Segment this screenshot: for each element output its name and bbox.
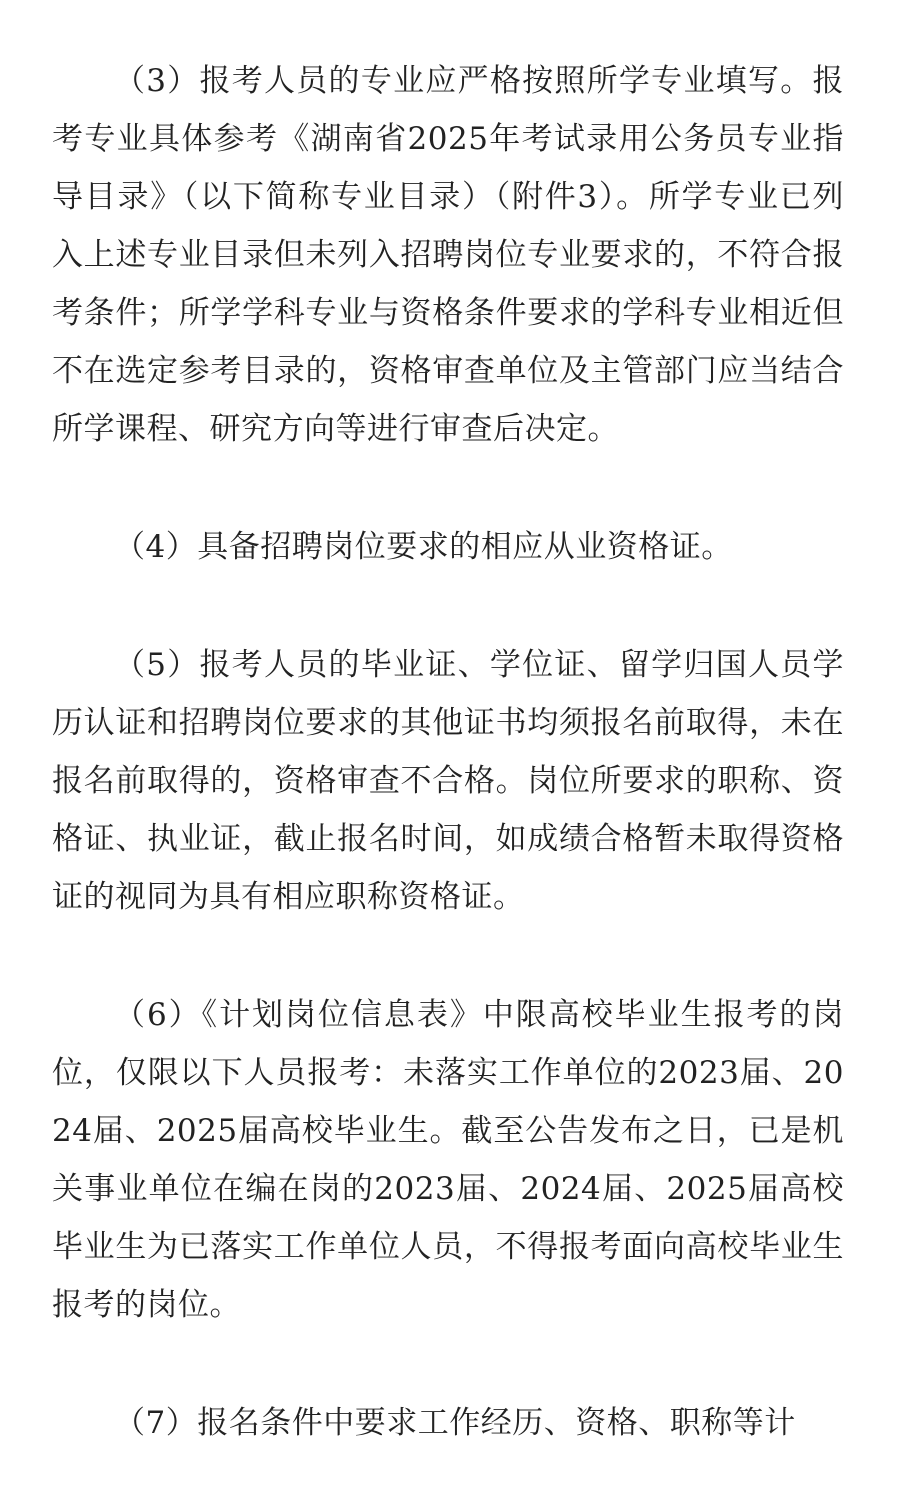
paragraph-item-7: （7）报名条件中要求工作经历、资格、职称等计 xyxy=(114,1405,796,1441)
paragraph-item-6: （6）《计划岗位信息表》中限高校毕业生报考的岗位，仅限以下人员报考：未落实工作单位的2023届、2024届、2025届高校毕业生。截至公告发布之日，已是机关事业单位在编在岗的2023届、2024届、2025届高校毕业生为已落实工作单位人员，不得报考面向高校毕业生报考的岗位。 xyxy=(52,997,844,1323)
paragraph-item-5: （5）报考人员的毕业证、学位证、留学归国人员学历认证和招聘岗位要求的其他证书均须报名前取得，未在报名前取得的，资格审查不合格。岗位所要求的职称、资格证、执业证，截止报名时间，如成绩合格暂未取得资格证的视同为具有相应职称资格证。 xyxy=(52,647,844,915)
paragraph-item-4: （4）具备招聘岗位要求的相应从业资格证。 xyxy=(114,529,733,565)
paragraph-item-3: （3）报考人员的专业应严格按照所学专业填写。报考专业具体参考《湖南省2025年考试录用公务员专业指导目录》（以下简称专业目录）（附件3）。所学专业已列入上述专业目录但未列入招聘岗位专业要求的，不符合报考条件；所学学科专业与资格条件要求的学科专业相近但不在选定参考目录的，资格审查单位及主管部门应当结合所学课程、研究方向等进行审查后决定。 xyxy=(52,63,844,447)
article-body xyxy=(52,52,844,1512)
